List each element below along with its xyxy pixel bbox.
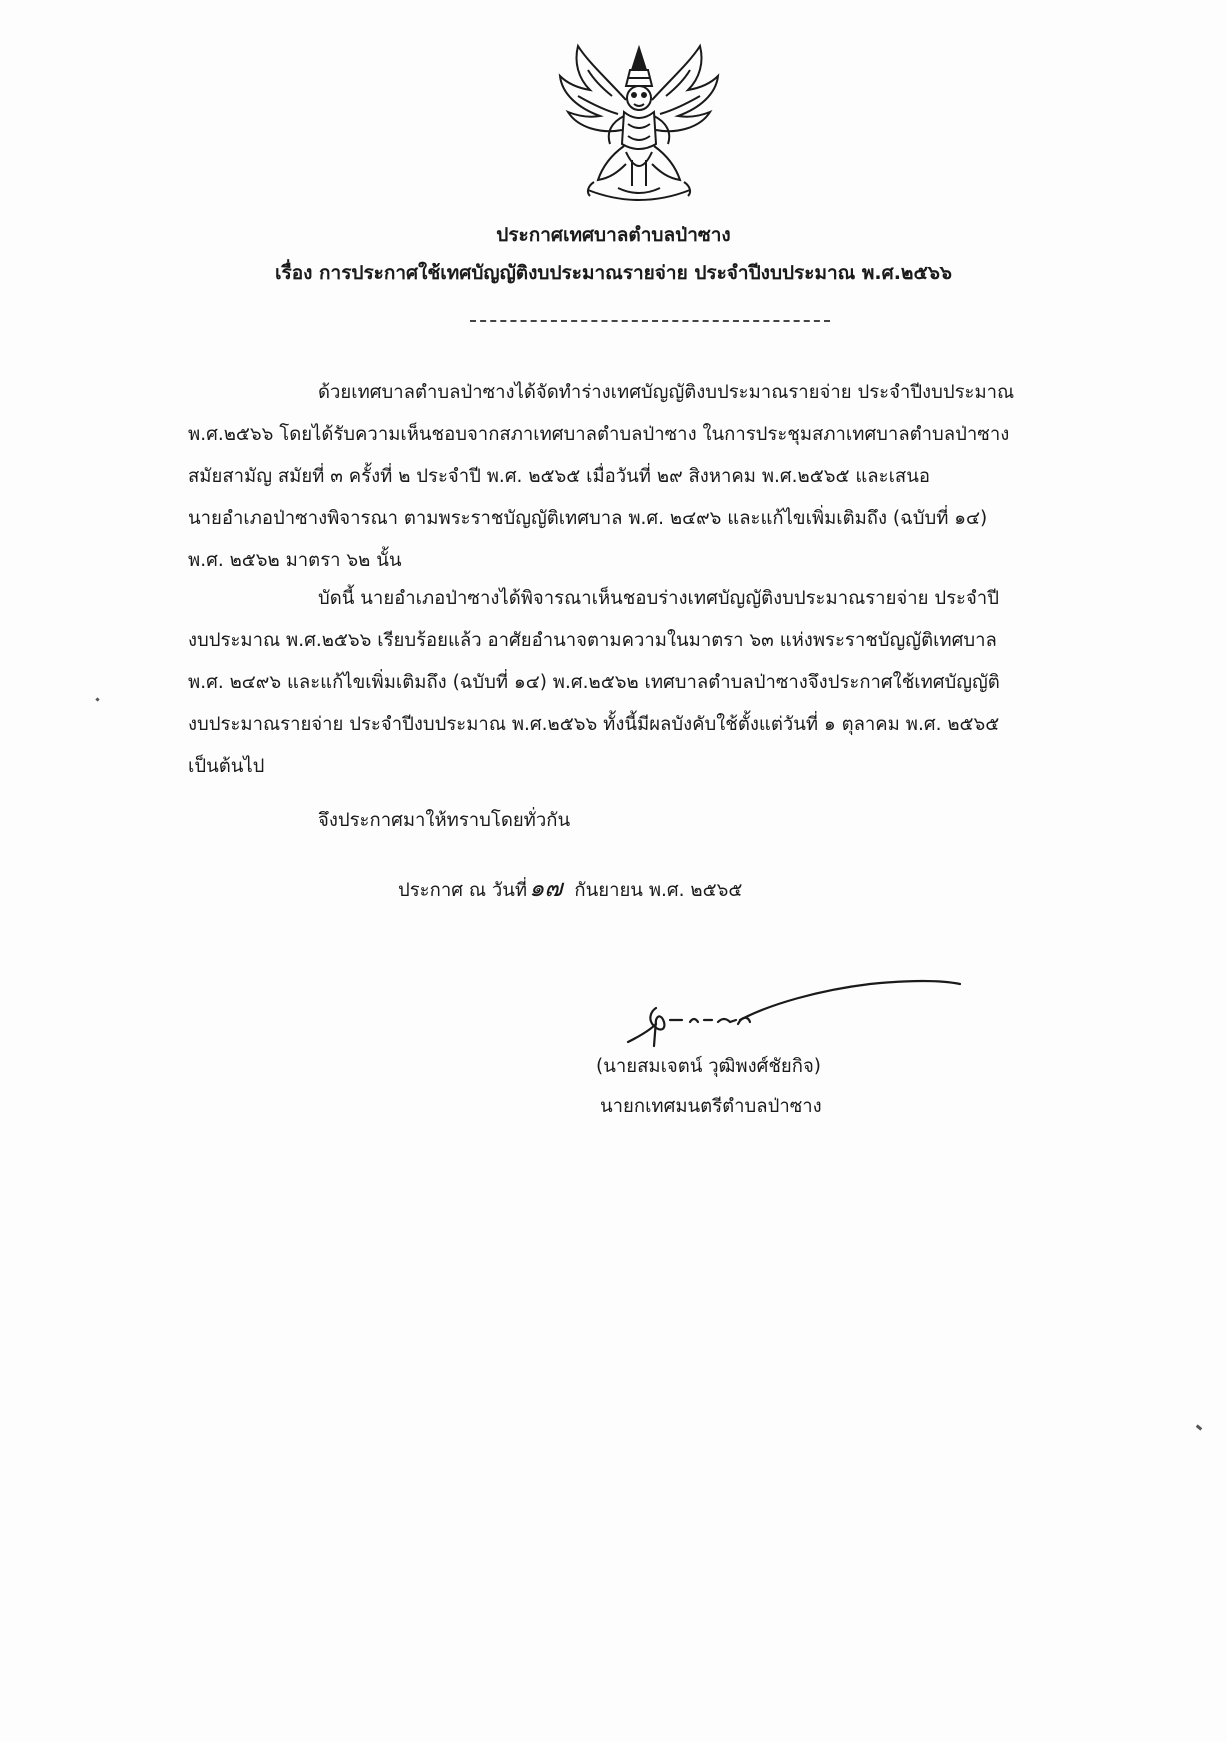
date-prefix: ประกาศ ณ วันที่ bbox=[398, 880, 528, 901]
scan-speck bbox=[95, 697, 99, 701]
handwritten-signature bbox=[620, 950, 980, 1050]
announcement-subject: เรื่อง การประกาศใช้เทศบัญญัติงบประมาณรายจ่าย ประจำปีงบประมาณ พ.ศ.๒๕๖๖ bbox=[275, 262, 952, 284]
paragraph-line: เป็นต้นไป bbox=[188, 756, 265, 777]
paragraph-line: พ.ศ.๒๕๖๖ โดยได้รับความเห็นชอบจากสภาเทศบาลตำบลป่าซาง ในการประชุมสภาเทศบาลตำบลป่าซาง bbox=[188, 424, 1010, 445]
paragraph-line: พ.ศ. ๒๕๖๒ มาตรา ๖๒ นั้น bbox=[188, 550, 402, 571]
announcement-date bbox=[398, 868, 742, 907]
paragraph-line: พ.ศ. ๒๔๙๖ และแก้ไขเพิ่มเติมถึง (ฉบับที่ ๑๔) พ.ศ.๒๕๖๒ เทศบาลตำบลป่าซางจึงประกาศใช้เทศบัญญัติ bbox=[188, 672, 1000, 693]
scan-speck bbox=[1196, 1424, 1203, 1430]
garuda-emblem-icon bbox=[548, 40, 730, 210]
signer-name: (นายสมเจตน์ วุฒิพงศ์ชัยกิจ) bbox=[596, 1056, 822, 1077]
paragraph-line: สมัยสามัญ สมัยที่ ๓ ครั้งที่ ๒ ประจำปี พ.ศ. ๒๕๖๕ เมื่อวันที่ ๒๙ สิงหาคม พ.ศ.๒๕๖๕ และเสนอ bbox=[188, 466, 930, 487]
closing-statement: จึงประกาศมาให้ทราบโดยทั่วกัน bbox=[318, 810, 571, 831]
date-month-year: กันยายน พ.ศ. ๒๕๖๕ bbox=[574, 880, 743, 901]
paragraph-line: ด้วยเทศบาลตำบลป่าซางได้จัดทำร่างเทศบัญญัติงบประมาณรายจ่าย ประจำปีงบประมาณ bbox=[318, 382, 1015, 403]
signer-position: นายกเทศมนตรีตำบลป่าซาง bbox=[600, 1096, 822, 1117]
paragraph-line: นายอำเภอป่าซางพิจารณา ตามพระราชบัญญัติเทศบาล พ.ศ. ๒๔๙๖ และแก้ไขเพิ่มเติมถึง (ฉบับที่ ๑๔) bbox=[188, 508, 988, 529]
paragraph-line: งบประมาณ พ.ศ.๒๕๖๖ เรียบร้อยแล้ว อาศัยอำนาจตามความในมาตรา ๖๓ แห่งพระราชบัญญัติเทศบาล bbox=[188, 630, 997, 651]
date-day-handwritten: ๑๗ bbox=[529, 874, 563, 902]
body-paragraph-1 bbox=[188, 372, 1128, 582]
body-paragraph-2 bbox=[188, 578, 1128, 788]
title-divider bbox=[470, 320, 830, 322]
announcement-title: ประกาศเทศบาลตำบลป่าซาง bbox=[496, 224, 731, 246]
paragraph-line: บัดนี้ นายอำเภอป่าซางได้พิจารณาเห็นชอบร่างเทศบัญญัติงบประมาณรายจ่าย ประจำปี bbox=[318, 588, 999, 609]
paragraph-line: งบประมาณรายจ่าย ประจำปีงบประมาณ พ.ศ.๒๕๖๖ ทั้งนี้มีผลบังคับใช้ตั้งแต่วันที่ ๑ ตุลาคม พ.ศ. ๒๕๖๕ bbox=[188, 714, 1000, 735]
